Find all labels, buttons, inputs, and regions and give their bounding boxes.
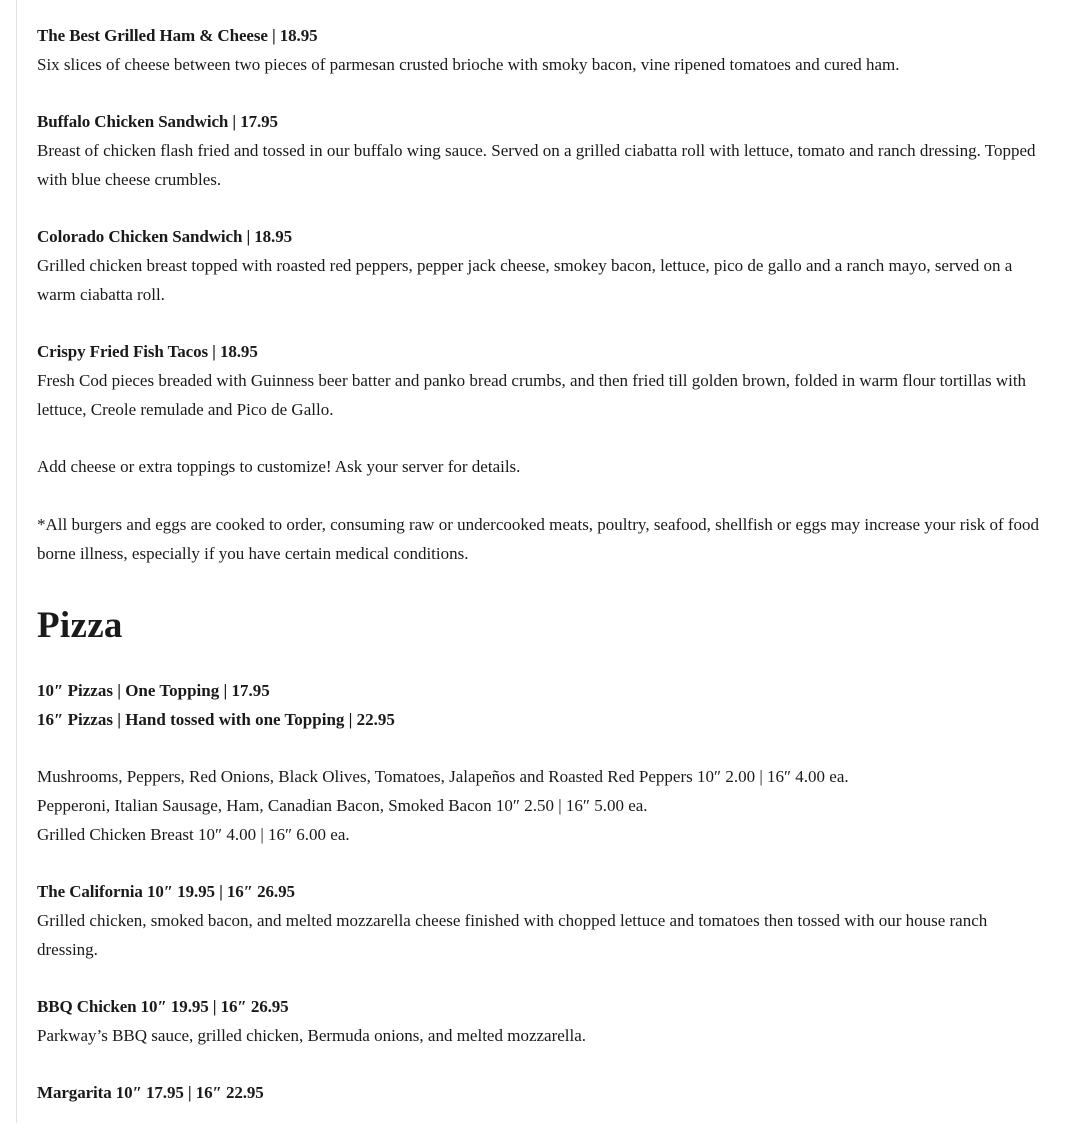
menu-item-description: Parkway’s BBQ sauce, grilled chicken, Bermuda onions, and melted mozzarella. — [37, 1025, 587, 1045]
page-left-border — [16, 0, 17, 1123]
menu-item-description: Fresh Cod pieces breaded with Guinness beer batter and panko bread crumbs, and then fried till golden brown, folded in warm flour tortillas with lettuce, Creole remulade and Pico de Gallo. — [37, 371, 1027, 419]
menu-item — [37, 1078, 1047, 1107]
topping-price-line: Pepperoni, Italian Sausage, Ham, Canadian Bacon, Smoked Bacon 10″ 2.50 | 16″ 5.00 ea. — [37, 795, 648, 815]
food-safety-warning: *All burgers and eggs are cooked to order, consuming raw or undercooked meats, poultry, seafood, shellfish or eggs may increase your risk of food borne illness, especially if you have certain medical conditions. — [37, 514, 1040, 563]
menu-item — [37, 992, 1047, 1050]
menu-content — [37, 21, 1047, 1135]
menu-item-title: Margarita 10″ 17.95 | 16″ 22.95 — [37, 1082, 264, 1102]
menu-item-title: Crispy Fried Fish Tacos | 18.95 — [37, 342, 258, 361]
menu-item — [37, 337, 1047, 424]
customize-note: Add cheese or extra toppings to customize! Ask your server for details. — [37, 457, 521, 476]
menu-item-description: Breast of chicken flash fried and tossed in our buffalo wing sauce. Served on a grilled ciabatta roll with lettuce, tomato and ranch dressing. Topped with blue cheese crumbles. — [37, 141, 1036, 189]
menu-item-title: The Best Grilled Ham & Cheese | 18.95 — [37, 26, 318, 45]
topping-price-line: Mushrooms, Peppers, Red Onions, Black Olives, Tomatoes, Jalapeños and Roasted Red Peppers 10″ 2.00 | 16″ 4.00 ea. — [37, 766, 849, 786]
pizza-size-line: 16″ Pizzas | Hand tossed with one Topping | 22.95 — [37, 709, 395, 729]
menu-item-title: The California 10″ 19.95 | 16″ 26.95 — [37, 881, 295, 901]
pizza-toppings-list — [37, 762, 1047, 849]
menu-item — [37, 222, 1047, 309]
menu-item — [37, 107, 1047, 194]
menu-item-description: Grilled chicken, smoked bacon, and melted mozzarella cheese finished with chopped lettuce and tomatoes then tossed with our house ranch dressing. — [37, 910, 988, 959]
menu-item-title: BBQ Chicken 10″ 19.95 | 16″ 26.95 — [37, 996, 289, 1016]
section-heading-pizza: Pizza — [37, 604, 123, 646]
menu-item-description: Six slices of cheese between two pieces of parmesan crusted brioche with smoky bacon, vine ripened tomatoes and cured ham. — [37, 55, 900, 74]
pizza-size-line: 10″ Pizzas | One Topping | 17.95 — [37, 680, 270, 700]
menu-item — [37, 21, 1047, 79]
menu-item-title: Colorado Chicken Sandwich | 18.95 — [37, 227, 293, 246]
menu-item-title: Buffalo Chicken Sandwich | 17.95 — [37, 112, 278, 131]
menu-item — [37, 877, 1047, 964]
topping-price-line: Grilled Chicken Breast 10″ 4.00 | 16″ 6.00 ea. — [37, 824, 350, 844]
pizza-size-pricing — [37, 676, 1047, 734]
menu-item-description: Grilled chicken breast topped with roasted red peppers, pepper jack cheese, smokey bacon, lettuce, pico de gallo and a ranch mayo, served on a warm ciabatta roll. — [37, 256, 1013, 304]
